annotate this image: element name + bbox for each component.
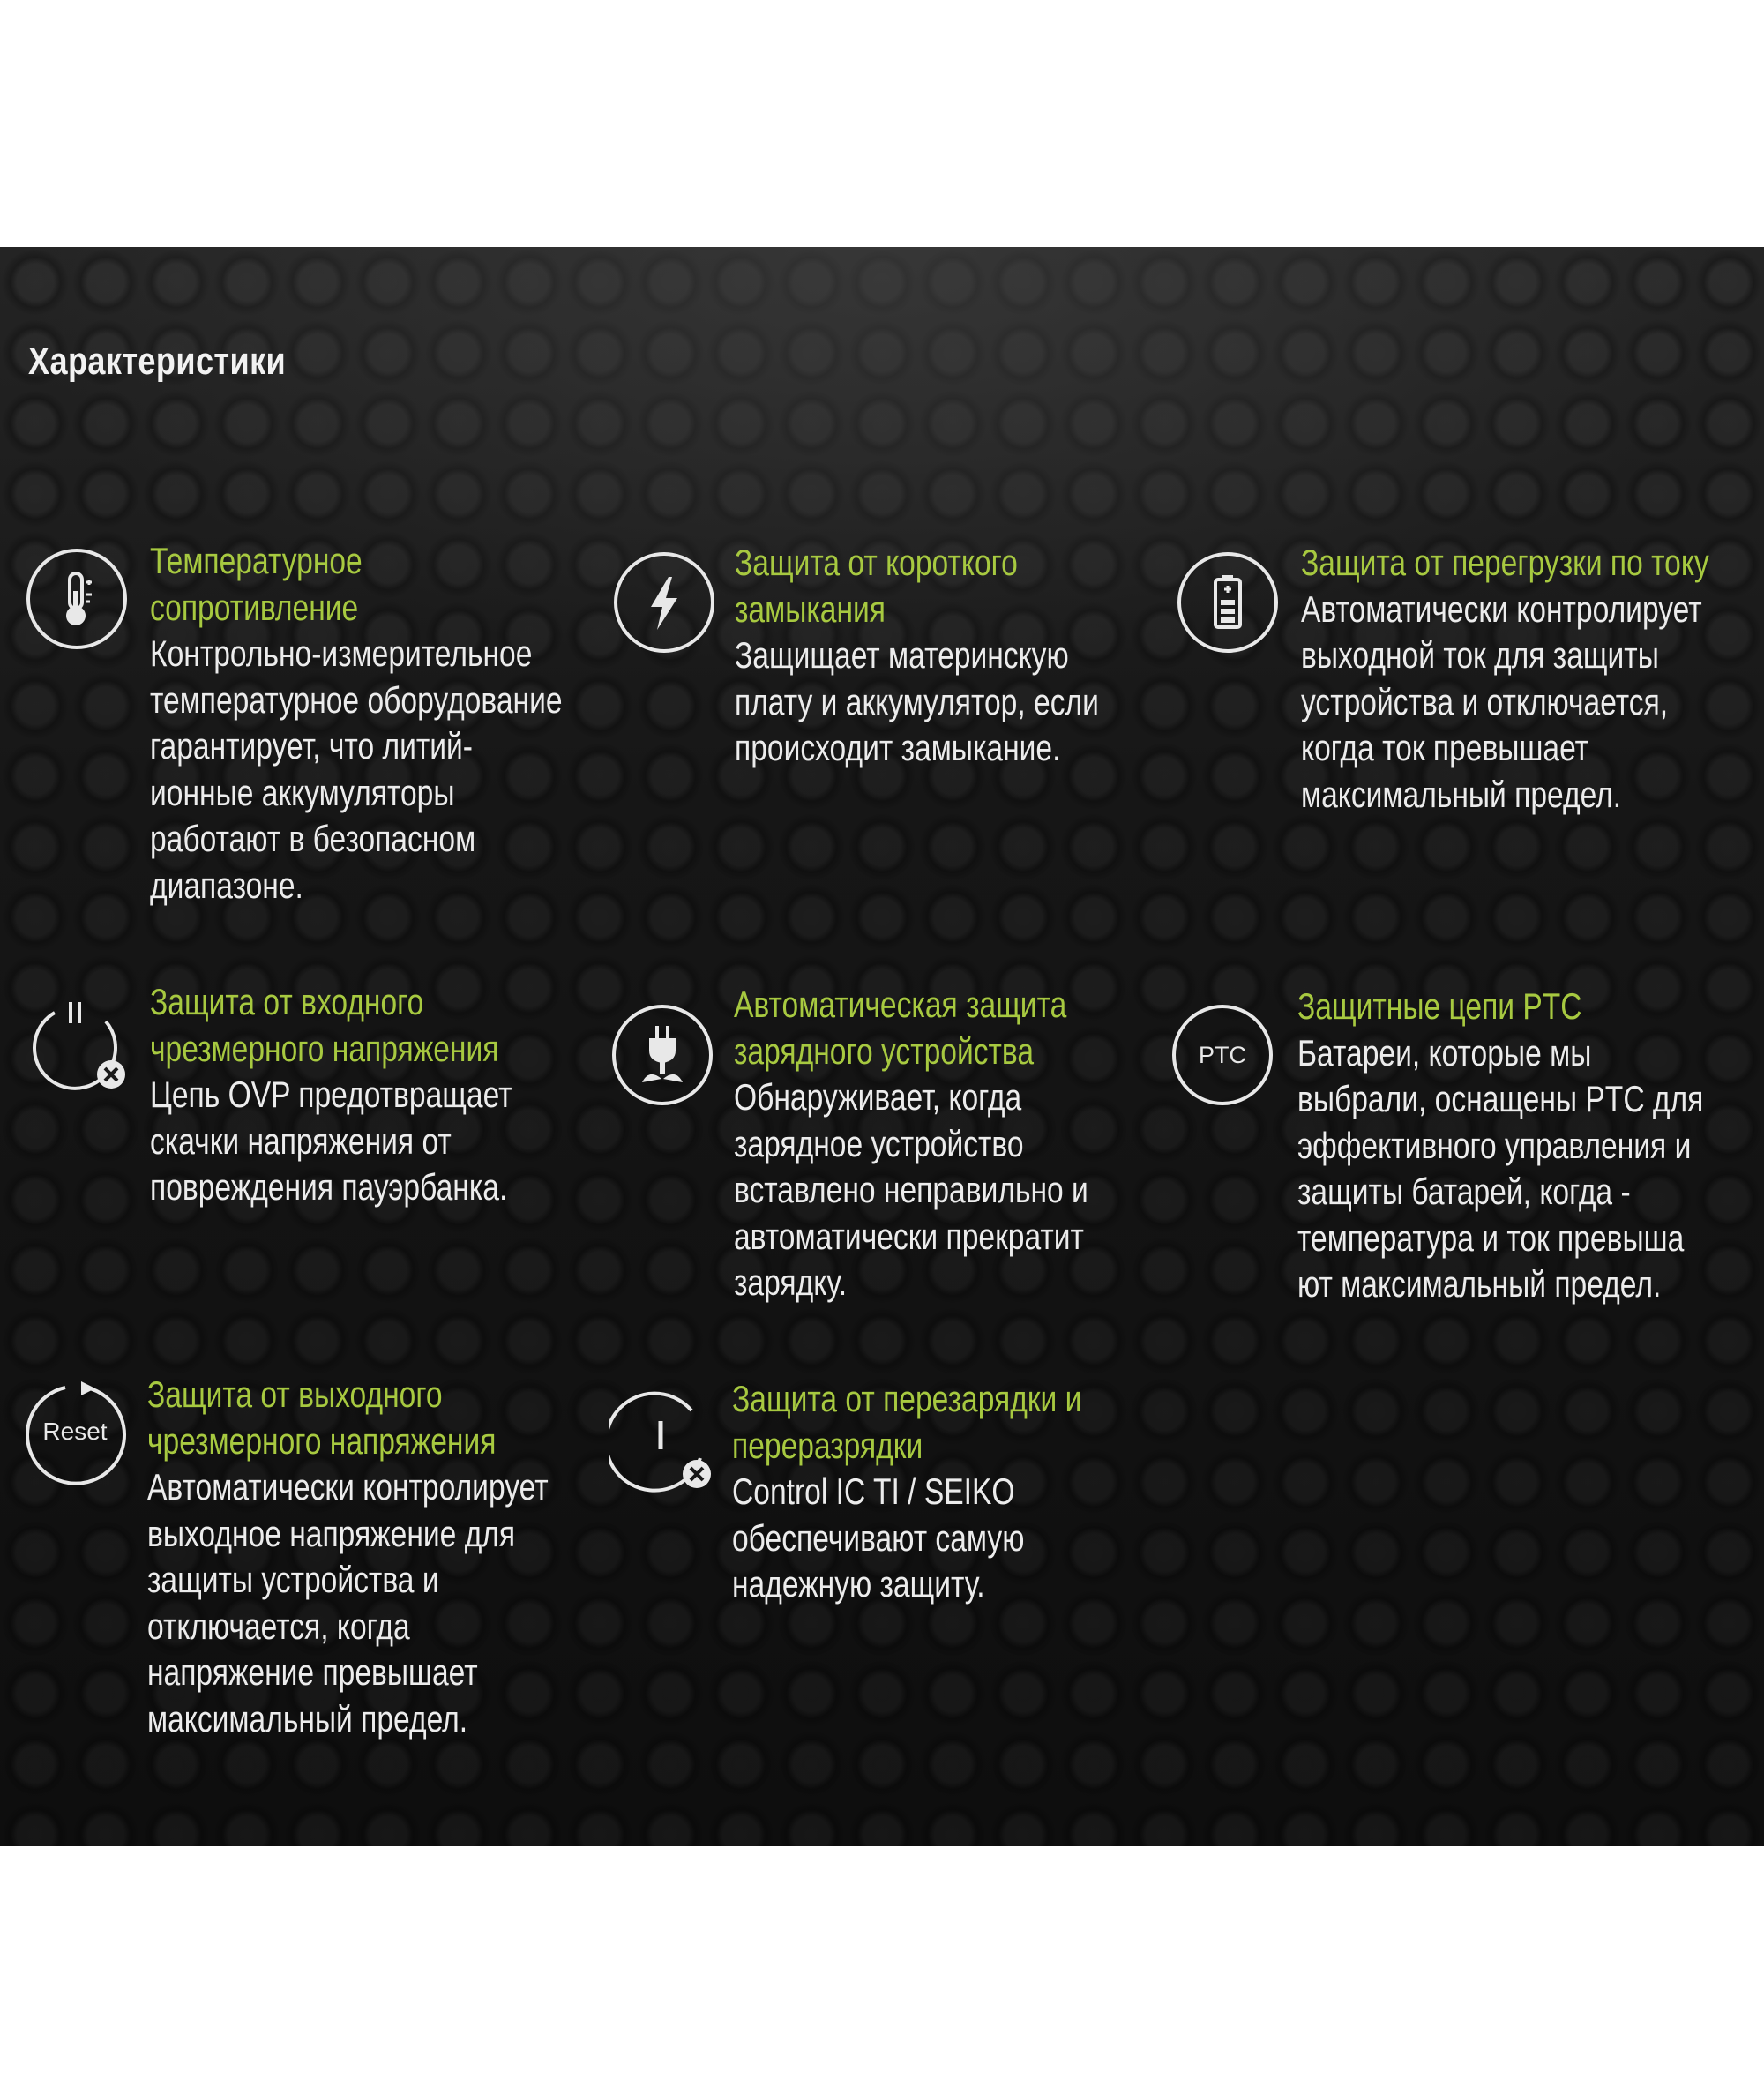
feature-heading: Автоматическая защита зарядного устройства [734, 984, 1067, 1072]
reset-icon-label: Reset [42, 1418, 108, 1445]
feature-description: Контрольно-измерительное температурное оборудование гарантирует, что литий- ионные аккумуляторы работают в безопасном диапазоне. [150, 632, 563, 906]
power-off-icon [25, 990, 129, 1094]
features-panel [0, 247, 1764, 1846]
feature-description: Автоматически контролирует выходной ток для защиты устройства и отключается, когда ток превышает максимальный предел. [1301, 587, 1702, 815]
feature-heading: Защитные цепи PTC [1297, 985, 1582, 1027]
feature-description: Батареи, которые мы выбрали, оснащены PTC для эффективного управления и защиты батарей, когда - температура и ток превыша ют максимальный предел. [1297, 1031, 1704, 1305]
feature-heading: Защита от выходного чрезмерного напряжения [147, 1373, 497, 1462]
feature-heading: Защита от короткого замыкания [735, 542, 1018, 630]
plug-icon [610, 1003, 714, 1107]
feature-description: Control IC TI / SEIKO обеспечивают самую надежную защиту. [732, 1470, 1025, 1605]
battery-icon [1176, 550, 1280, 655]
lightning-icon [612, 550, 716, 655]
switch-off-icon [609, 1389, 713, 1493]
ptc-icon [1170, 1003, 1274, 1107]
feature-description: Обнаруживает, когда зарядное устройство вставлено неправильно и автоматически прекратит зарядку. [734, 1076, 1088, 1303]
feature-description: Цепь OVP предотвращает скачки напряжения от повреждения пауэрбанка. [150, 1074, 512, 1208]
reset-icon [23, 1380, 127, 1485]
feature-description: Автоматически контролирует выходное напряжение для защиты устройства и отключается, когда напряжение превышает максимальный предел. [147, 1466, 549, 1740]
feature-description: Защищает материнскую плату и аккумулятор, если происходит замыкание. [735, 634, 1099, 768]
thermometer-icon [25, 547, 129, 651]
feature-heading: Температурное сопротивление [150, 540, 363, 628]
ptc-icon-label: PTC [1199, 1042, 1246, 1068]
feature-heading: Защита от перезарядки и переразрядки [732, 1378, 1082, 1466]
feature-heading: Защита от входного чрезмерного напряжения [150, 981, 499, 1069]
page-title: Характеристики [28, 340, 287, 383]
feature-heading: Защита от перегрузки по току [1301, 542, 1709, 583]
